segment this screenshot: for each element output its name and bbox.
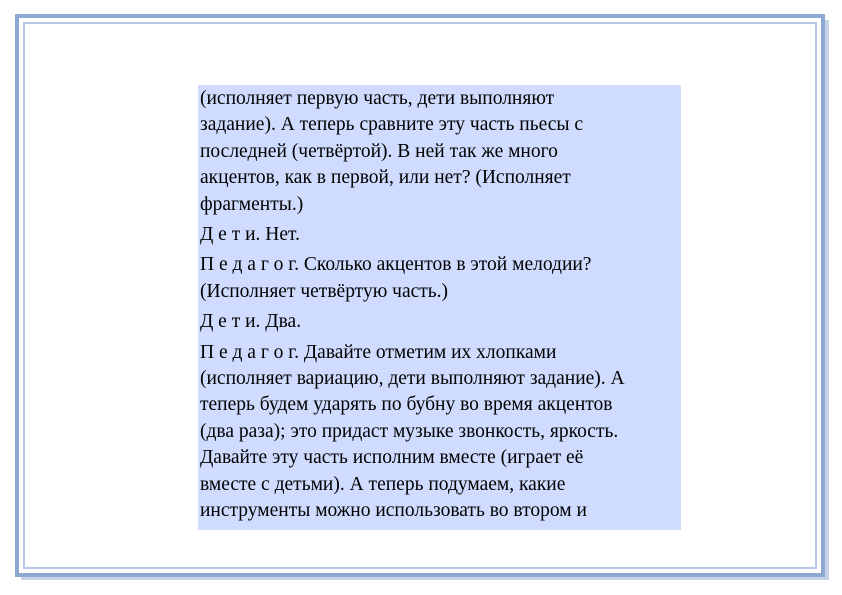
text-line: инструменты можно использовать во втором и — [200, 500, 587, 522]
text-line: (исполняет первую часть, дети выполняют — [200, 88, 555, 109]
text-line: фрагменты.) — [200, 193, 304, 215]
text-line: (Исполняет четвёртую часть.) — [200, 280, 449, 302]
text-line: акцентов, как в первой, или нет? (Исполняет — [200, 167, 571, 189]
text-line: Д е т и. Нет. — [200, 224, 300, 246]
text-box — [198, 85, 681, 530]
text-line: (исполняет вариацию, дети выполняют задание). А — [200, 368, 625, 390]
text-line: теперь будем ударять по бубну во время акцентов — [200, 394, 613, 416]
text-line: (два раза); это придаст музыке звонкость, яркость. — [200, 420, 619, 442]
paragraph-teacher-clapping — [198, 340, 681, 525]
text-line: последней (четвёртой). В ней так же много — [200, 140, 558, 162]
paragraph-children-reply-1 — [198, 222, 681, 248]
text-line: Давайте эту часть исполним вместе (играет её — [200, 447, 584, 469]
paragraph-teacher-accents — [198, 252, 681, 305]
text-line: вместе с детьми). А теперь подумаем, какие — [200, 473, 566, 495]
text-line: П е д а г о г. Сколько акцентов в этой мелодии? — [200, 254, 592, 276]
frame-shadow-bottom — [21, 577, 829, 580]
paragraph-teacher-question — [198, 86, 681, 218]
text-line: задание). А теперь сравните эту часть пьесы с — [200, 114, 584, 136]
text-line: Д е т и. Два. — [200, 311, 302, 333]
text-line: П е д а г о г. Давайте отметим их хлопками — [200, 341, 557, 363]
paragraph-children-reply-2 — [198, 309, 681, 335]
frame-shadow-right — [825, 20, 829, 580]
